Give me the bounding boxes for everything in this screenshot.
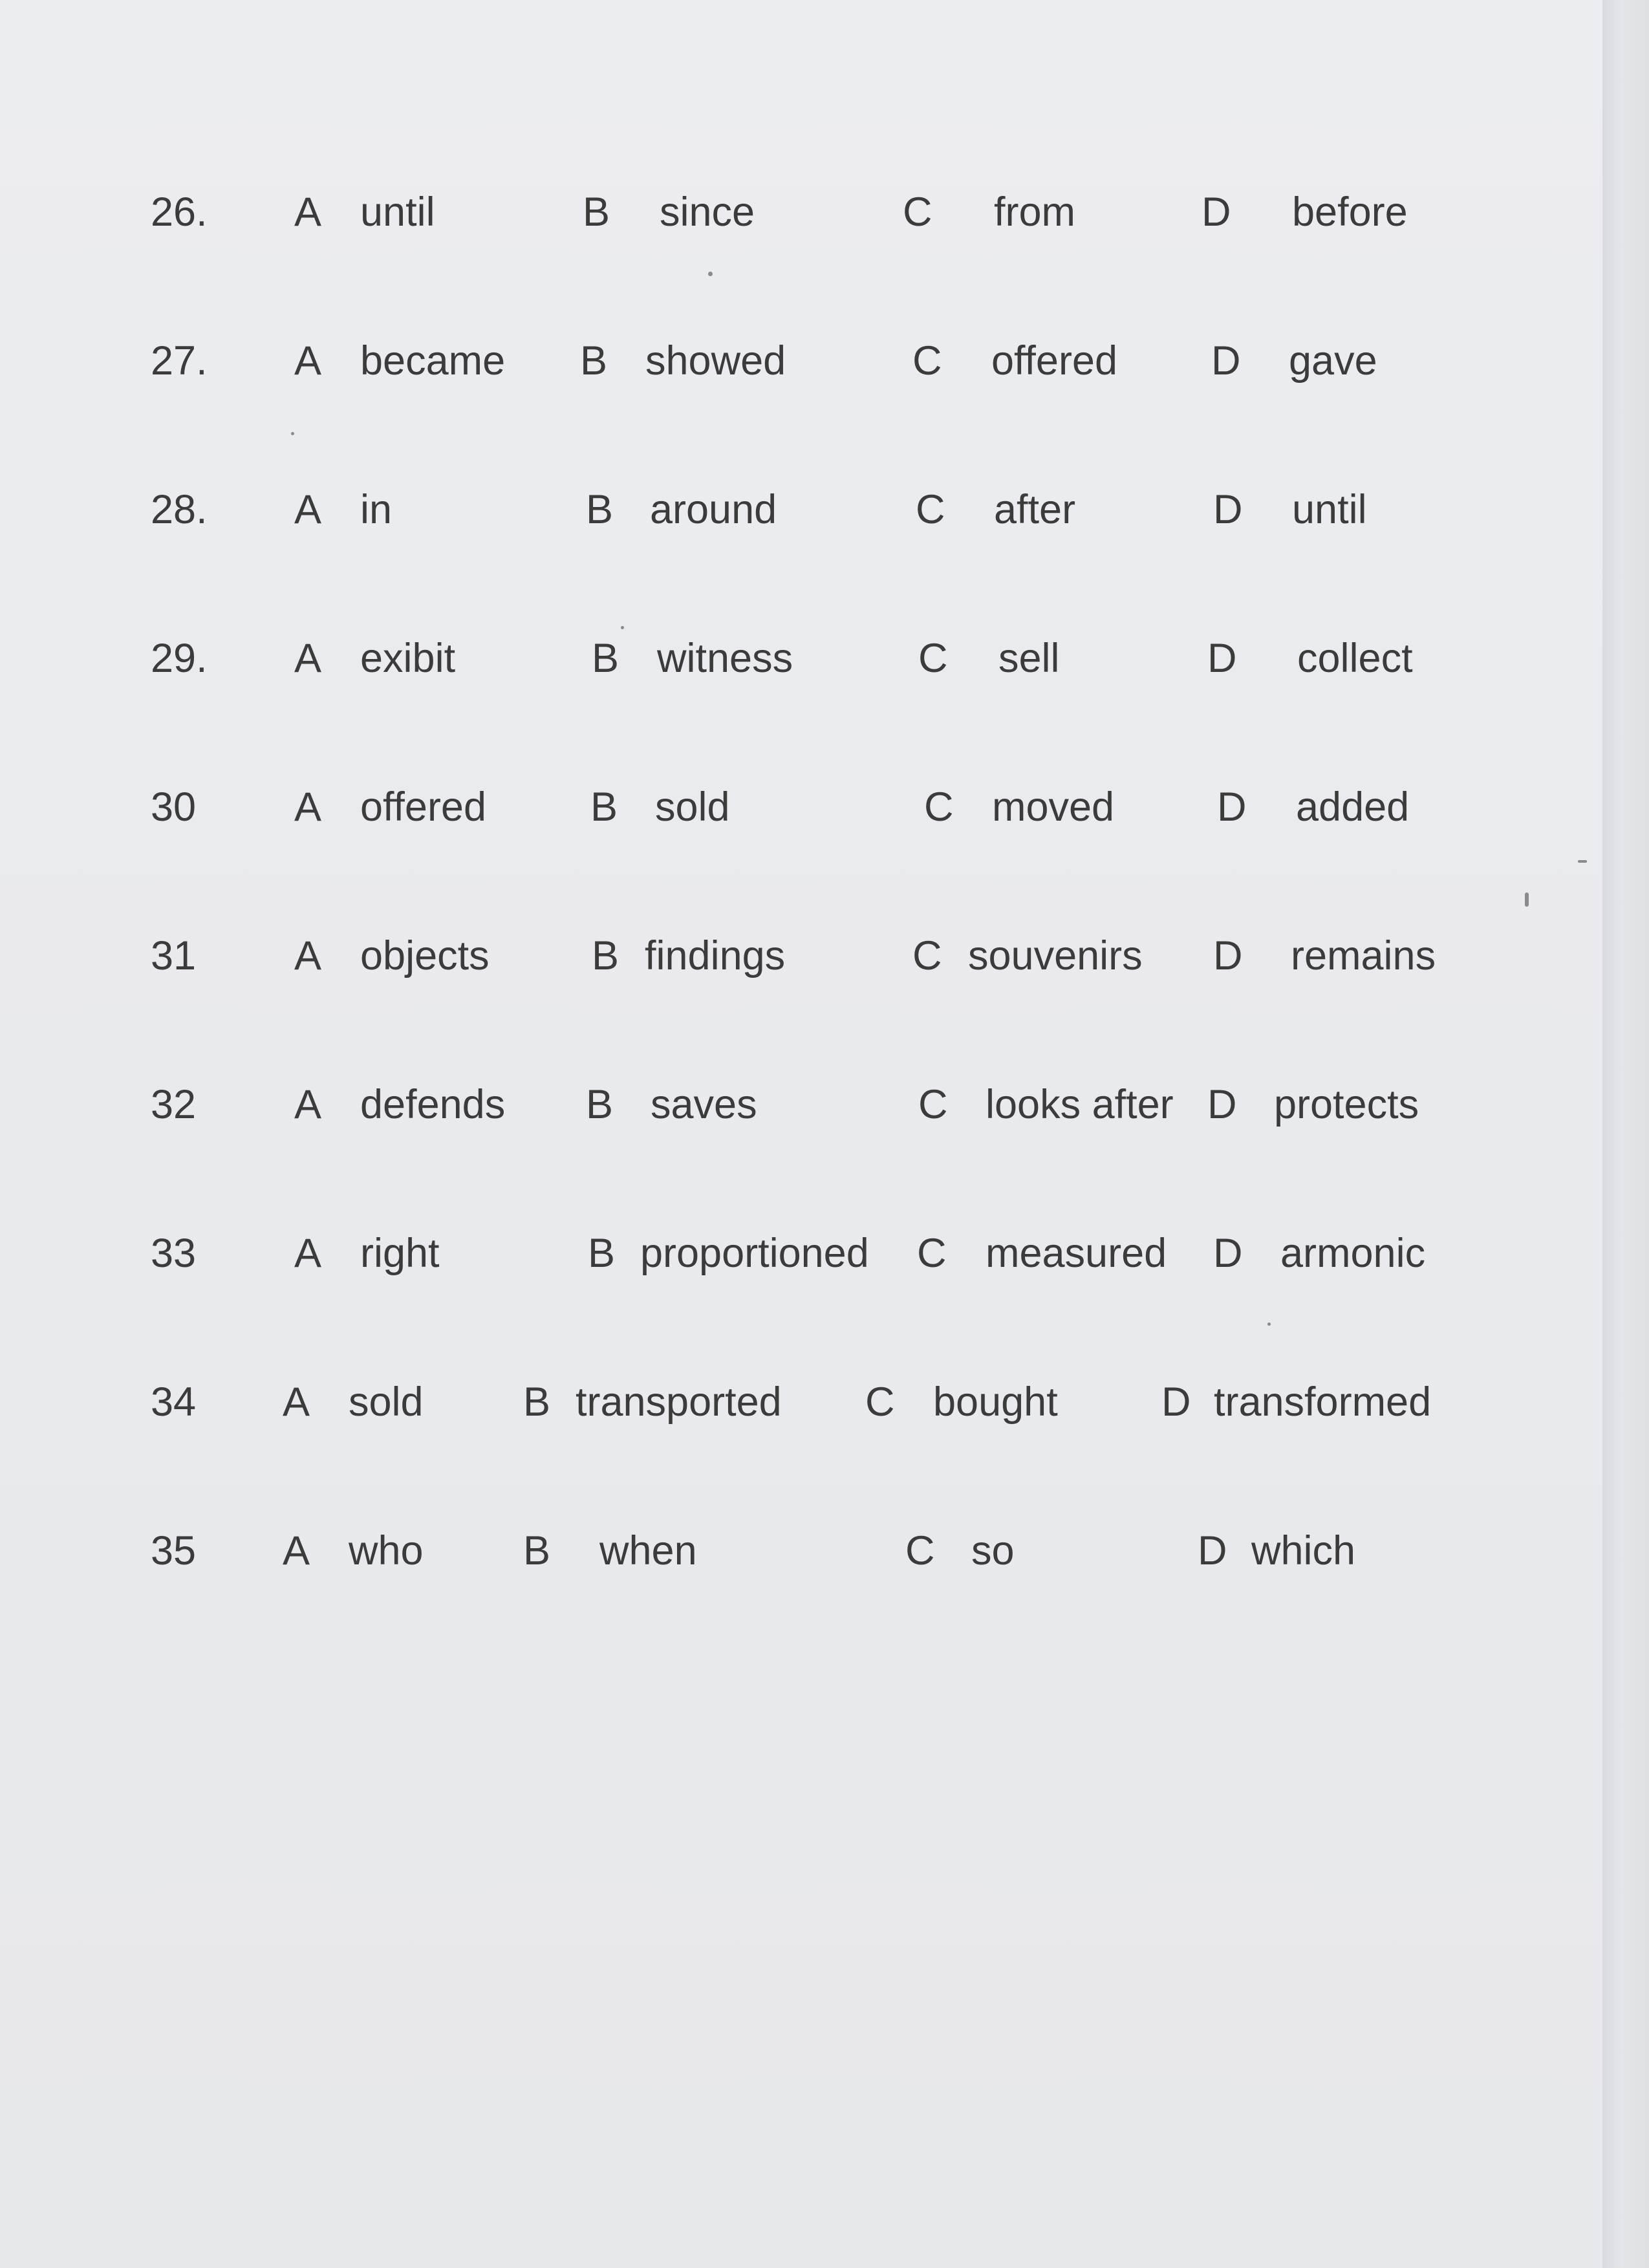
option-text: offered: [360, 784, 486, 830]
option-letter: C: [916, 487, 945, 532]
option-text: became: [360, 338, 506, 383]
option-text: around: [650, 487, 777, 532]
option-letter: A: [294, 338, 322, 383]
question-number: 29.: [151, 636, 208, 681]
option-text: right: [360, 1231, 440, 1276]
option-letter: A: [294, 487, 322, 532]
paper-speck: [621, 626, 624, 629]
option-text: so: [971, 1528, 1015, 1573]
option-letter: B: [586, 1082, 614, 1127]
question-number: 31: [151, 933, 197, 978]
question-row-34: [0, 1376, 1552, 1428]
option-text: findings: [645, 933, 786, 978]
option-letter: D: [1207, 1082, 1237, 1127]
paper-edge-shadow: [1602, 0, 1649, 2268]
option-text: protects: [1274, 1082, 1419, 1127]
option-letter: D: [1213, 933, 1243, 978]
option-letter: B: [588, 1231, 616, 1276]
option-text: from: [994, 189, 1075, 235]
option-letter: C: [924, 784, 954, 830]
question-row-29: [0, 632, 1552, 684]
option-letter: D: [1198, 1528, 1227, 1573]
question-row-30: [0, 781, 1552, 833]
paper-speck: [1267, 1323, 1271, 1326]
option-letter: D: [1217, 784, 1247, 830]
question-number: 35: [151, 1528, 197, 1573]
paper-speck: [708, 272, 713, 276]
option-letter: A: [294, 1231, 322, 1276]
option-letter: C: [912, 338, 942, 383]
paper-speck: [1578, 860, 1587, 863]
option-text: bought: [933, 1379, 1058, 1425]
option-text: transported: [576, 1379, 782, 1425]
question-row-32: [0, 1079, 1552, 1130]
option-letter: C: [918, 1082, 948, 1127]
option-text: witness: [657, 636, 793, 681]
option-text: until: [360, 189, 435, 235]
option-text: saves: [651, 1082, 757, 1127]
paper-speck: [291, 432, 294, 435]
option-letter: B: [523, 1528, 551, 1573]
option-text: added: [1296, 784, 1410, 830]
question-number: 30: [151, 784, 197, 830]
option-text: collect: [1297, 636, 1413, 681]
option-letter: D: [1161, 1379, 1191, 1425]
option-letter: D: [1213, 1231, 1243, 1276]
option-letter: B: [592, 636, 620, 681]
option-text: offered: [991, 338, 1117, 383]
question-number: 27.: [151, 338, 208, 383]
option-text: moved: [992, 784, 1115, 830]
option-letter: A: [283, 1379, 310, 1425]
option-text: objects: [360, 933, 490, 978]
option-text: armonic: [1280, 1231, 1426, 1276]
option-text: after: [994, 487, 1076, 532]
option-letter: C: [865, 1379, 895, 1425]
option-text: until: [1292, 487, 1367, 532]
option-text: exibit: [360, 636, 456, 681]
option-text: before: [1292, 189, 1408, 235]
option-letter: D: [1213, 487, 1243, 532]
option-text: in: [360, 487, 393, 532]
option-letter: B: [590, 784, 618, 830]
option-letter: B: [592, 933, 620, 978]
option-letter: A: [294, 189, 322, 235]
option-text: sold: [655, 784, 730, 830]
option-text: measured: [986, 1231, 1167, 1276]
question-row-31: [0, 930, 1552, 982]
option-text: looks after: [986, 1082, 1174, 1127]
option-letter: C: [912, 933, 942, 978]
option-text: sold: [349, 1379, 424, 1425]
question-number: 28.: [151, 487, 208, 532]
option-text: souvenirs: [968, 933, 1143, 978]
option-letter: A: [294, 636, 322, 681]
option-letter: A: [294, 784, 322, 830]
question-row-26: [0, 186, 1552, 238]
question-number: 32: [151, 1082, 197, 1127]
option-letter: C: [918, 636, 948, 681]
question-number: 34: [151, 1379, 197, 1425]
paper-speck: [1525, 892, 1529, 907]
question-row-28: [0, 484, 1552, 535]
option-letter: C: [905, 1528, 935, 1573]
question-row-33: [0, 1227, 1552, 1279]
option-letter: D: [1211, 338, 1241, 383]
question-row-27: [0, 335, 1552, 387]
option-text: gave: [1289, 338, 1377, 383]
option-text: when: [599, 1528, 697, 1573]
option-text: transformed: [1214, 1379, 1432, 1425]
question-number: 26.: [151, 189, 208, 235]
option-text: proportioned: [640, 1231, 869, 1276]
option-letter: A: [294, 1082, 322, 1127]
option-text: showed: [645, 338, 786, 383]
option-letter: B: [580, 338, 608, 383]
option-text: defends: [360, 1082, 506, 1127]
option-text: remains: [1291, 933, 1436, 978]
option-text: since: [660, 189, 755, 235]
option-letter: D: [1207, 636, 1237, 681]
option-text: sell: [998, 636, 1060, 681]
option-letter: B: [523, 1379, 551, 1425]
option-letter: B: [583, 189, 610, 235]
question-row-35: [0, 1525, 1552, 1577]
option-letter: C: [917, 1231, 947, 1276]
option-text: which: [1251, 1528, 1356, 1573]
option-text: who: [349, 1528, 424, 1573]
option-letter: D: [1202, 189, 1231, 235]
option-letter: A: [294, 933, 322, 978]
option-letter: A: [283, 1528, 310, 1573]
option-letter: B: [586, 487, 614, 532]
question-number: 33: [151, 1231, 197, 1276]
option-letter: C: [903, 189, 932, 235]
